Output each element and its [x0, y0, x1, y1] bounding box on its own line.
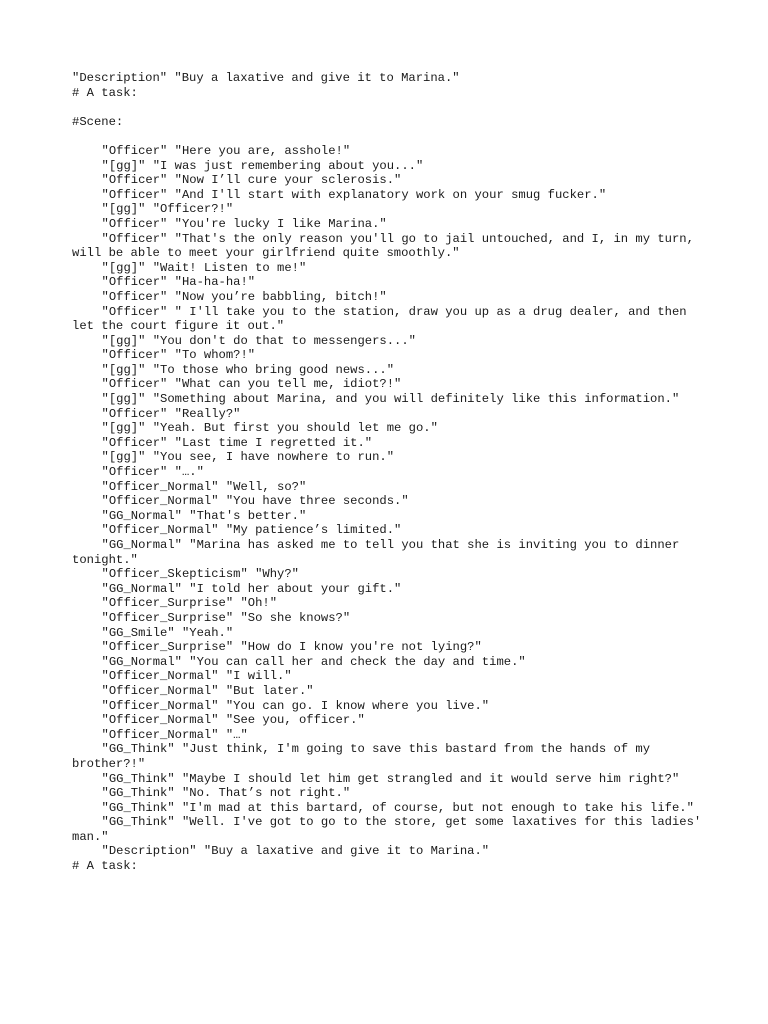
script-line: "Officer_Normal" "Well, so?": [101, 479, 307, 494]
script-line: "Officer" "And I'll start with explanatory work on your smug fucker.": [101, 187, 607, 202]
script-line: "GG_Think" "Just think, I'm going to save this bastard from the hands of my brother?!": [72, 742, 658, 771]
script-line: "Officer" "You're lucky I like Marina.": [101, 216, 387, 231]
script-line: "Officer" "Ha-ha-ha!": [101, 275, 256, 290]
script-line: "[gg]" "Wait! Listen to me!": [101, 260, 307, 275]
script-line: "GG_Smile" "Yeah.": [101, 625, 234, 640]
script-line: "[gg]" "Something about Marina, and you will definitely like this information.": [101, 392, 680, 407]
script-line: "Officer" "Here you are, asshole!": [101, 143, 351, 158]
script-line: "GG_Think" "I'm mad at this bartard, of course, but not enough to take his life.": [101, 800, 694, 815]
script-line: "[gg]" "Officer?!": [101, 202, 234, 217]
script-line: "[gg]" "To those who bring good news...": [101, 362, 395, 377]
script-document: [72, 71, 709, 874]
script-line: "[gg]" "I was just remembering about you...": [101, 158, 424, 173]
script-line: "Officer_Normal" "I will.": [101, 669, 292, 684]
script-line: "[gg]" "You don't do that to messengers...": [101, 333, 416, 348]
script-line: "Officer_Surprise" "How do I know you're not lying?": [101, 640, 482, 655]
script-line: "Officer" "Now you’re babbling, bitch!": [101, 289, 387, 304]
script-line: "Officer_Surprise" "Oh!": [101, 596, 278, 611]
script-line: "[gg]" "Yeah. But first you should let me go.": [101, 421, 438, 436]
script-line: "Officer_Normal" "You have three seconds.": [101, 494, 409, 509]
blank-line: [72, 129, 702, 144]
script-line: "[gg]" "You see, I have nowhere to run.": [101, 450, 395, 465]
script-line: "Officer" "To whom?!": [101, 348, 256, 363]
script-line: "GG_Normal" "That's better.": [101, 508, 307, 523]
blank-line: [72, 100, 702, 115]
script-line: "GG_Think" "Maybe I should let him get strangled and it would serve him right?": [101, 771, 680, 786]
script-line: "Officer" "….": [101, 465, 204, 480]
script-line: "GG_Normal" "I told her about your gift.": [101, 581, 402, 596]
script-line: "Officer" "That's the only reason you'll go to jail untouched, and I, in my turn, will be able to meet your girlfriend quite smoothly.": [72, 231, 702, 261]
script-line: "Officer" "Really?": [101, 406, 241, 421]
script-line: "Officer_Normal" "See you, officer.": [101, 713, 365, 728]
script-line: "Officer_Normal" "You can go. I know where you live.": [101, 698, 490, 713]
script-line: "Officer_Normal" "But later.": [101, 683, 314, 698]
script-line: "Description" "Buy a laxative and give it to Marina.": [101, 844, 490, 859]
script-line: "Officer" "What can you tell me, idiot?!": [101, 377, 402, 392]
script-line: "GG_Think" "No. That’s not right.": [101, 786, 351, 801]
script-line: # A task:: [72, 859, 138, 874]
script-line: "Officer_Skepticism" "Why?": [101, 567, 299, 582]
script-line: "GG_Normal" "Marina has asked me to tell you that she is inviting you to dinner tonight.": [72, 538, 687, 567]
script-line: "GG_Normal" "You can call her and check the day and time.": [101, 654, 526, 669]
script-line: "Officer_Normal" "My patience’s limited.": [101, 523, 402, 538]
script-line: #Scene:: [72, 114, 124, 129]
script-line: "GG_Think" "Well. I've got to go to the store, get some laxatives for this ladies' man.": [72, 815, 709, 844]
script-line: "Officer" "Last time I regretted it.": [101, 435, 373, 450]
script-line: "Officer" "Now I’ll cure your sclerosis.": [101, 173, 402, 188]
script-line: "Officer_Surprise" "So she knows?": [101, 610, 351, 625]
script-line: # A task:: [72, 85, 138, 100]
script-line: "Officer_Normal" "…": [101, 727, 248, 742]
script-line: "Description" "Buy a laxative and give it to Marina.": [72, 71, 460, 85]
script-line: "Officer" " I'll take you to the station, draw you up as a drug dealer, and then let the court figure it out.": [72, 304, 694, 334]
